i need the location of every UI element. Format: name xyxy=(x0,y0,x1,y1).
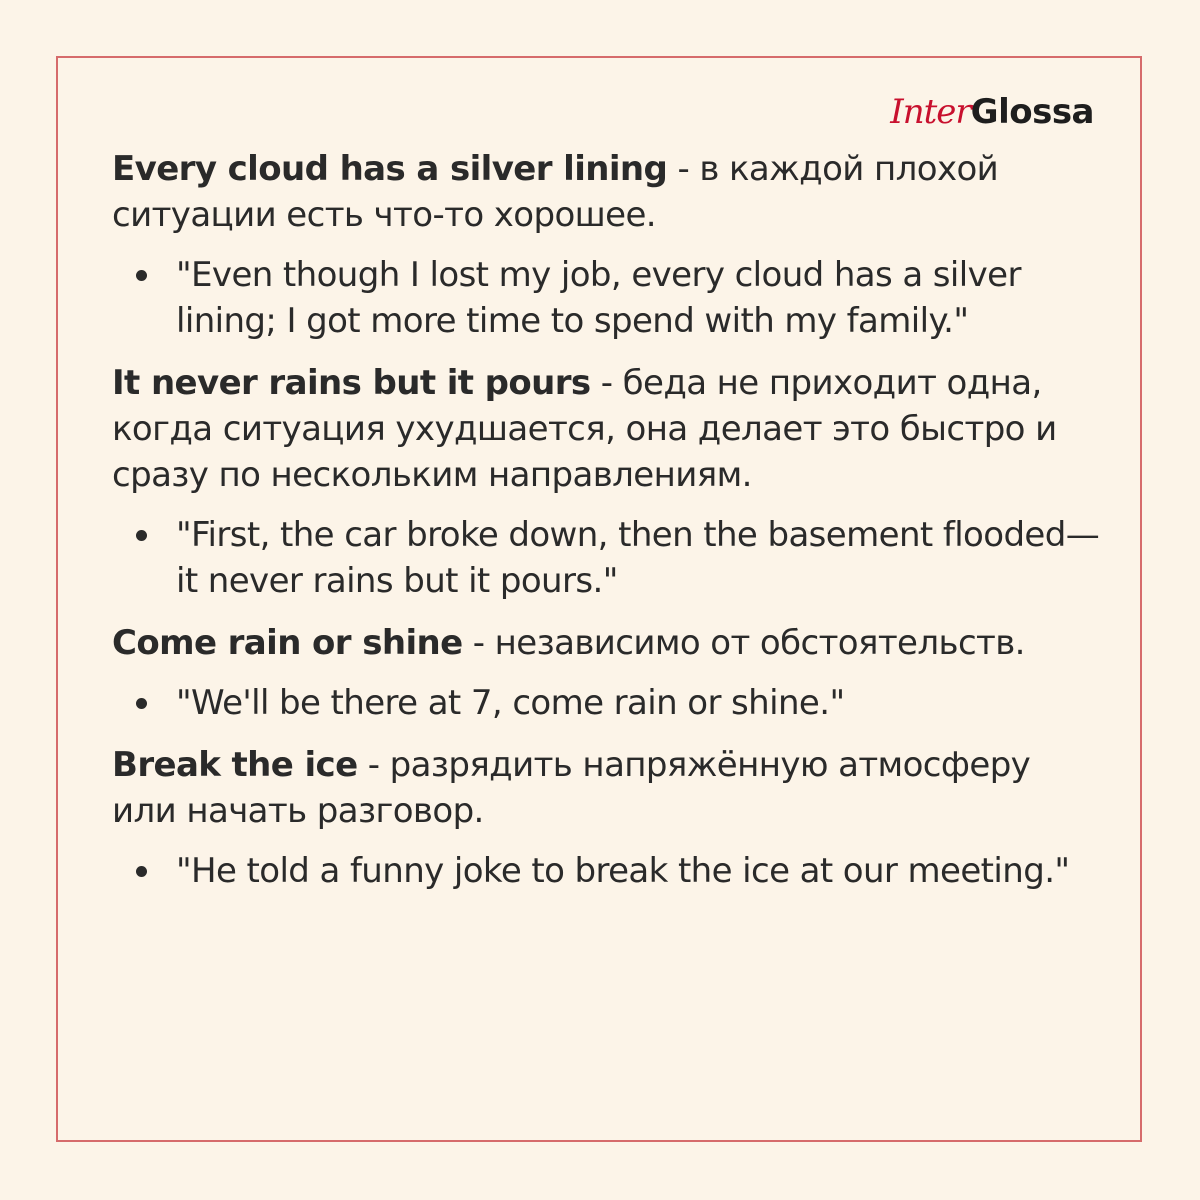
example-item xyxy=(112,252,1102,344)
idioms-list xyxy=(112,146,1102,910)
logo-text-glossa: Glossa xyxy=(970,92,1094,132)
idiom-entry xyxy=(112,742,1102,894)
idiom-definition-line xyxy=(112,146,1102,238)
example-item xyxy=(112,848,1102,894)
example-text: "Even though I lost my job, every cloud has a silver lining; I got more time to spend with my family." xyxy=(176,255,1021,341)
bullet-icon xyxy=(136,530,147,541)
idiom-translation: - беда не приходит одна, когда ситуация ухудшается, она делает это быстро и сразу по нескольким направлениям. xyxy=(112,363,1057,495)
idiom-entry xyxy=(112,360,1102,604)
example-item xyxy=(112,512,1102,604)
idiom-definition-line xyxy=(112,620,1102,666)
example-text: "We'll be there at 7, come rain or shine." xyxy=(176,683,845,723)
idiom-phrase: Break the ice xyxy=(112,745,358,785)
idiom-definition-line xyxy=(112,742,1102,834)
idiom-translation: - разрядить напряжённую атмосферу или начать разговор. xyxy=(112,745,1031,831)
idiom-translation: - в каждой плохой ситуации есть что-то хорошее. xyxy=(112,149,999,235)
bullet-icon xyxy=(136,866,147,877)
idiom-phrase: It never rains but it pours xyxy=(112,363,591,403)
example-text: "First, the car broke down, then the basement flooded—it never rains but it pours." xyxy=(176,515,1100,601)
idiom-translation: - независимо от обстоятельств. xyxy=(462,623,1025,663)
bullet-icon xyxy=(136,270,147,281)
idiom-entry xyxy=(112,146,1102,344)
bullet-icon xyxy=(136,698,147,709)
brand-logo xyxy=(890,88,1094,136)
idiom-definition-line xyxy=(112,360,1102,498)
idiom-entry xyxy=(112,620,1102,726)
idiom-phrase: Every cloud has a silver lining xyxy=(112,149,668,189)
idiom-phrase: Come rain or shine xyxy=(112,623,463,663)
example-item xyxy=(112,680,1102,726)
logo-text-inter: Inter xyxy=(890,92,971,132)
example-text: "He told a funny joke to break the ice at our meeting." xyxy=(176,851,1070,891)
